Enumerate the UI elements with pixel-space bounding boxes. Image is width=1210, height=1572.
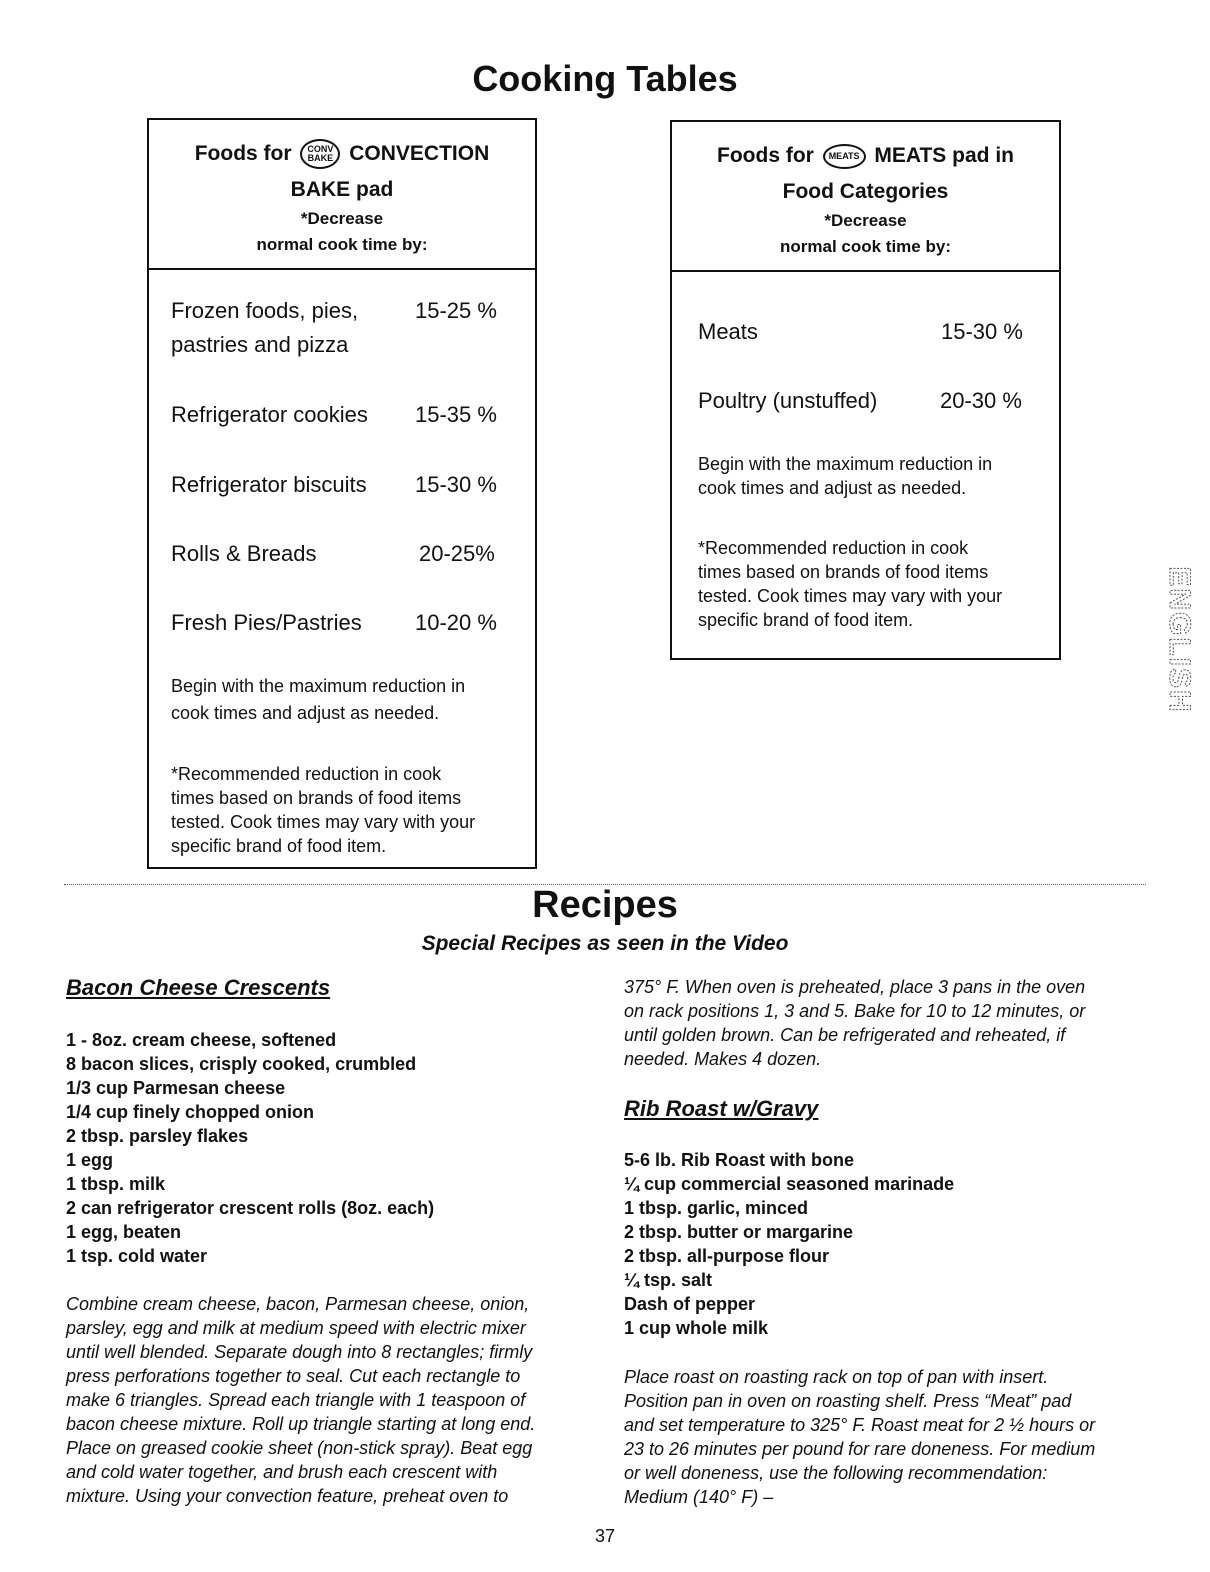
convection-note-max-reduction: Begin with the maximum reduction in cook times and adjust as needed.	[171, 676, 466, 723]
meats-pad-icon: MEATS	[823, 144, 866, 169]
ingredient: 2 tbsp. parsley flakes	[66, 1126, 249, 1146]
food-name: Fresh Pies/Pastries	[171, 610, 362, 635]
ingredient: 1 egg, beaten	[66, 1222, 182, 1242]
meats-header-line1: Foods for MEATS MEATS pad in	[717, 144, 1014, 167]
meats-table	[670, 120, 1061, 660]
convection-table	[147, 118, 537, 869]
bacon-instructions: Combine cream cheese, bacon, Parmesan cheese, onion, parsley, egg and milk at medium speed with electric mixer until well blended. Separate dough into 8 rectangles; firmly press perforations together to seal. Cut each rectangle to make 6 triangles. Spread each triangle with 1 teaspoon of bacon cheese mixture. Roll up triangle starting at long end. Place on greased cookie sheet (non-stick spray). Beat egg and cold water together, and brush each crescent with mixture. Using your convection feature, preheat oven to	[66, 1294, 536, 1506]
ingredient: 1 tbsp. milk	[66, 1174, 166, 1194]
bacon-recipe-title: Bacon Cheese Crescents	[66, 975, 331, 1000]
ingredient: 2 tbsp. butter or margarine	[624, 1222, 854, 1242]
ingredient: 1/3 cup Parmesan cheese	[66, 1078, 286, 1098]
meats-row	[698, 384, 1038, 418]
food-name: Refrigerator cookies	[171, 402, 368, 427]
meats-header-line4: normal cook time by:	[780, 237, 951, 256]
convection-row	[171, 606, 511, 640]
convection-header-line2: BAKE pad	[290, 178, 394, 201]
meats-note-recommended: *Recommended reduction in cook times based on brands of food items tested. Cook times may vary with your specific brand of food item.	[698, 538, 1003, 630]
ingredient: 1 egg	[66, 1150, 114, 1170]
convection-note-recommended: *Recommended reduction in cook times based on brands of food items tested. Cook times may vary with your specific brand of food item.	[171, 764, 476, 856]
ingredient: 5-6 lb. Rib Roast with bone	[624, 1150, 855, 1170]
reduction-percent: 15-30 %	[415, 472, 497, 497]
language-side-tab	[1150, 560, 1196, 720]
rib-ingredients	[624, 1148, 1144, 1340]
ingredient: 2 can refrigerator crescent rolls (8oz. each)	[66, 1198, 435, 1218]
meats-row	[698, 315, 1038, 349]
convection-header-line4: normal cook time by:	[256, 235, 428, 254]
ingredient: 1 cup whole milk	[624, 1318, 769, 1338]
convection-row	[171, 468, 511, 502]
reduction-percent: 15-25 %	[415, 298, 497, 323]
ingredient: 8 bacon slices, crisply cooked, crumbled	[66, 1054, 417, 1074]
recipes-subtitle: Special Recipes as seen in the Video	[421, 932, 789, 955]
bacon-ingredients	[66, 1028, 586, 1268]
convection-row	[171, 294, 511, 364]
rib-instructions: Place roast on roasting rack on top of pan with insert. Position pan in oven on roasting shelf. Press “Meat” pad and set temperature to 325° F. Roast meat for 2 ½ hours or 23 to 26 minutes per pound for rare doneness. For medium or well doneness, use the following recommendation: Medium (140° F) –	[624, 1367, 1096, 1507]
reduction-percent: 20-25%	[419, 541, 495, 566]
food-name-continued: pastries and pizza	[171, 332, 349, 357]
convection-row	[171, 398, 511, 432]
ingredient: Dash of pepper	[624, 1294, 756, 1314]
reduction-percent: 15-30 %	[941, 319, 1023, 344]
convection-row	[171, 537, 511, 571]
convection-table-header	[149, 120, 535, 270]
conv-bake-pad-icon: CONV BAKE	[300, 139, 340, 169]
ingredient: 1 tsp. cold water	[66, 1246, 208, 1266]
ingredient: 1/4 cup finely chopped onion	[66, 1102, 315, 1122]
recipes-title: Recipes	[532, 884, 678, 926]
bacon-instructions-continued: 375° F. When oven is preheated, place 3 pans in the oven on rack positions 1, 3 and 5. Bake for 10 to 12 minutes, or until golden brown. Can be refrigerated and reheated, if needed. Makes 4 dozen.	[624, 977, 1086, 1069]
meats-header-line2: Food Categories	[782, 180, 949, 203]
ingredient: 1 tbsp. garlic, minced	[624, 1198, 809, 1218]
ingredient: 1 - 8oz. cream cheese, softened	[66, 1030, 337, 1050]
food-name: Meats	[698, 319, 758, 344]
ingredient: ¼ tsp. salt	[624, 1270, 713, 1290]
meats-note-max-reduction: Begin with the maximum reduction in cook times and adjust as needed.	[698, 454, 993, 498]
food-name: Poultry (unstuffed)	[698, 388, 878, 413]
reduction-percent: 10-20 %	[415, 610, 497, 635]
food-name: Refrigerator biscuits	[171, 472, 367, 497]
page-title: Cooking Tables	[472, 58, 738, 99]
reduction-percent: 15-35 %	[415, 402, 497, 427]
ingredient: 2 tbsp. all-purpose flour	[624, 1246, 830, 1266]
side-label-text: ENGLISH	[1163, 566, 1196, 714]
food-name: Frozen foods, pies,	[171, 298, 359, 323]
meats-table-header	[672, 122, 1059, 272]
convection-header-line1: Foods for CONV BAKE CONVECTION	[149, 136, 535, 172]
meats-header-line3: *Decrease	[824, 211, 907, 230]
ingredient: ¼ cup commercial seasoned marinade	[624, 1174, 955, 1194]
rib-recipe-title: Rib Roast w/Gravy	[624, 1096, 819, 1121]
food-name: Rolls & Breads	[171, 541, 317, 566]
convection-header-line3: *Decrease	[300, 209, 384, 228]
reduction-percent: 20-30 %	[940, 388, 1022, 413]
page-number: 37	[594, 1526, 616, 1546]
